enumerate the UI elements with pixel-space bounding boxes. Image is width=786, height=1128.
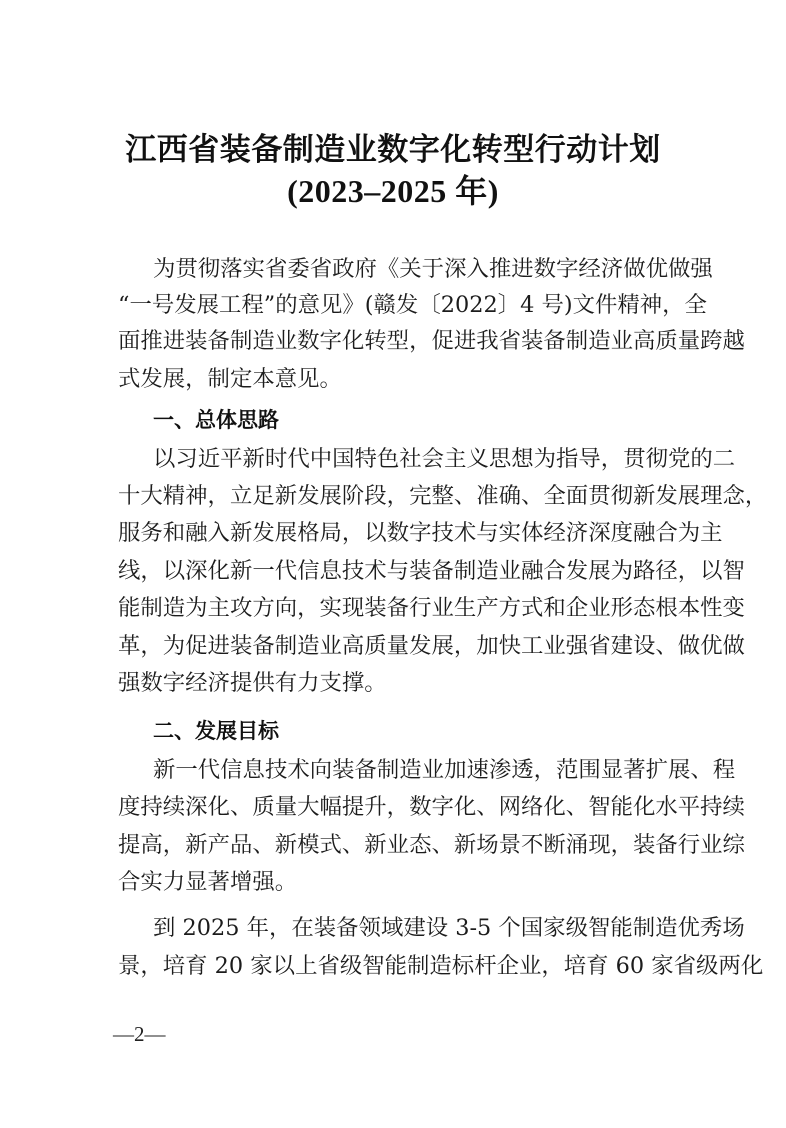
section-2-line: 景，培育 20 家以上省级智能制造标杆企业，培育 60 家省级两化 [118,953,764,979]
section-2-line: 合实力显著增强。 [118,869,298,895]
section-1-line: 服务和融入新发展格局，以数字技术与实体经济深度融合为主 [118,520,723,546]
page-number: —2— [113,1022,166,1046]
section-2-line: 提高，新产品、新模式、新业态、新场景不断涌现，装备行业综 [118,832,745,858]
section-1-line: 线，以深化新一代信息技术与装备制造业融合发展为路径，以智 [118,558,745,584]
intro-line: “一号发展工程”的意见》(赣发〔2022〕4 号)文件精神，全 [118,292,707,318]
section-2-line: 到 2025 年，在装备领域建设 3-5 个国家级智能制造优秀场 [153,915,745,941]
section-1-line: 十大精神，立足新发展阶段，完整、准确、全面贯彻新发展理念， [118,483,768,509]
section-heading-1: 一、总体思路 [153,408,279,432]
section-2-line: 度持续深化、质量大幅提升，数字化、网络化、智能化水平持续 [118,794,745,820]
section-1-line: 强数字经济提供有力支撑。 [118,670,387,696]
section-1-line: 革，为促进装备制造业高质量发展，加快工业强省建设、做优做 [118,633,745,659]
section-heading-2: 二、发展目标 [153,719,279,743]
intro-line: 面推进装备制造业数字化转型，促进我省装备制造业高质量跨越 [118,328,745,354]
intro-line: 为贯彻落实省委省政府《关于深入推进数字经济做优做强 [153,256,713,282]
document-subtitle-years: (2023–2025 年) [287,173,499,209]
intro-line: 式发展，制定本意见。 [118,366,342,392]
document-title: 江西省装备制造业数字化转型行动计划 [125,132,661,168]
section-1-line: 以习近平新时代中国特色社会主义思想为指导，贯彻党的二 [153,446,736,472]
section-1-line: 能制造为主攻方向，实现装备行业生产方式和企业形态根本性变 [118,595,745,621]
section-2-line: 新一代信息技术向装备制造业加速渗透，范围显著扩展、程 [153,757,736,783]
